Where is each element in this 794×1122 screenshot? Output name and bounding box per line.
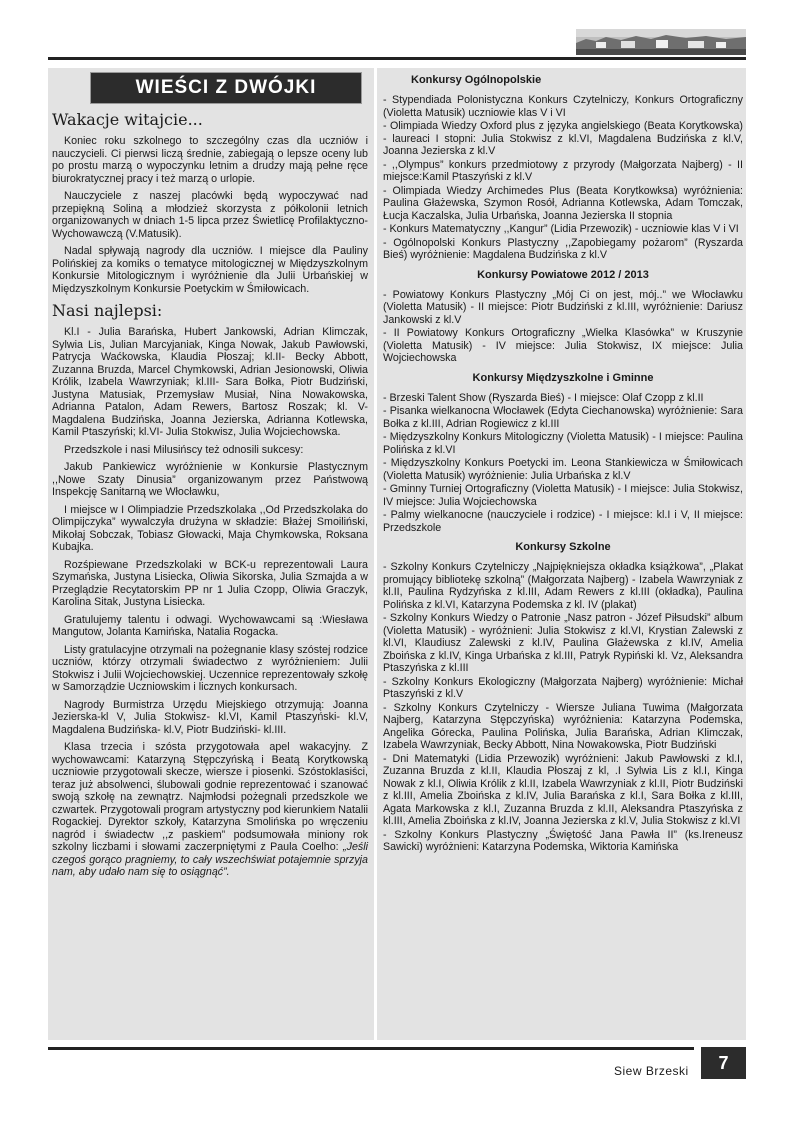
heading-interschool-contests: Konkursy Międzyszkolne i Gminne (472, 371, 654, 384)
paragraph: Jakub Pankiewicz wyróżnienie w Konkursie Plastycznym ,,Nowe Szaty Dinusia” organizowanym przez Państwową Inspekcję Sanitarną we Włocławku, (52, 461, 368, 498)
paragraph: Koniec roku szkolnego to szczególny czas dla uczniów i nauczycieli. Ci pierwsi liczą średnie, zabiegają o lepsze oceny lub po prostu marzą o wypoczynku letnim a drudzy mają pełne ręce biurokratycznej pracy i też marzą o urlopie. (52, 135, 368, 185)
coelho-quote: „Jeśli czegoś gorąco pragniemy, to cały wszechświat potajemnie sprzyja nam, aby udało nam się to osiągnąć”. (52, 841, 368, 878)
paragraph: Kl.I - Julia Barańska, Hubert Jankowski, Adrian Klimczak, Sylwia Lis, Julian Marcyjaniak, Kinga Nowak, Jakub Pawłowski, Patrycja Waćkowska, Klaudia Płoszaj; kl.II- Becky Abbott, Zuzanna Bruzda, Marcel Chymkowski, Adrian Jesionowski, Oliwia Królik, Izabela Wawrzyniak; kl.III- Sara Bołka, Piotr Budziński, Justyna Matusiak, Przemysław Musiał, Nina Nowakowska, Adrianna Patalon, Adam Rewers, Bartosz Roszak; kl. V- Magdalena Budzińska, Joanna Jezierska, Adrianna Kotlewska, Kamil Ptaszyński; kl.VI- Julia Stokwisz, Julia Wojciechowska. (52, 326, 368, 438)
top-rule (48, 57, 746, 60)
interschool-contests-list (383, 392, 743, 535)
paragraph (52, 741, 368, 879)
national-contests-list (383, 94, 743, 262)
list-item: - Palmy wielkanocne (nauczyciele i rodzice) - I miejsce: kl.I i V, II miejsce: Przedszkole (383, 509, 743, 534)
page-number: 7 (701, 1047, 746, 1079)
bottom-rule (48, 1047, 694, 1050)
town-skyline-photo (576, 29, 746, 55)
list-item: - Konkurs Matematyczny ,,Kangur” (Lidia Przewozik) - uczniowie klas V i VI (383, 223, 739, 235)
right-column (377, 68, 746, 1040)
heading-national-contests: Konkursy Ogólnopolskie (411, 74, 542, 86)
heading-county-contests: Konkursy Powiatowe 2012 / 2013 (477, 268, 649, 281)
list-item: - Międzyszkolny Konkurs Poetycki im. Leona Stankiewicza w Śmiłowicach (Violetta Matusik) wyróżnienie: Julia Urbańska z kl.V (383, 457, 743, 482)
paragraph: Listy gratulacyjne otrzymali na pożegnanie klasy szóstej rodzice uczniów, którzy otrzymali świadectwo z wyróżnieniem: Julii Stokwisz i Julii Wojciechowskiej. Uczennice reprezentowały szkołę w Samorządzie Uczniowskim i licznych konkursach. (52, 643, 368, 693)
list-item: - Szkolny Konkurs Wiedzy o Patronie „Nasz patron - Józef Piłsudski” album (Violetta Matusik) - wyróżnieni: Julia Stokwisz z kl.VI, Krystian Zalewski z kl.VI, Klaudiusz Zalewski z kl.IV, Paulina Głażewska z kl.IV, Amelia Zboińska z kl.IV, Kinga Urbańska z kl.III, Patryk Rypiński kl. Vz, Aleksandra Ptaszyńska z kl.III (383, 612, 743, 674)
list-item: - Pisanka wielkanocna Włocławek (Edyta Ciechanowska) wyróżnienie: Sara Bołka z kl.III, Adrian Rogiewicz z kl.III (383, 405, 743, 430)
county-contests-list (383, 289, 743, 365)
paragraph-text: Klasa trzecia i szósta przygotowała apel wakacyjny. Z wychowawcami: Katarzyną Stępczyńską i Beatą Korytkowską uczniowie przygotowali skecze, wiersze i piosenki. Szóstoklasiści, teraz już absolwenci, ślubowali godnie reprezentować i szanować swoją szkołę na zewnątrz. Najmłodsi pożegnali przedszkole we czwartek. Przygotowali program artystyczny pod kierunkiem Natalii Rogackiej. Dyrektor szkoły, Katarzyna Smolińska po wręczeniu nagród i świadectw ,,z paskiem” podsumowała miniony rok szkolny liczbami i słowami zaczerpniętymi z Paula Coelho: (52, 741, 368, 853)
list-item: - Dni Matematyki (Lidia Przewozik) wyróżnieni: Jakub Pawłowski z kl.I, Zuzanna Bruzda z kl.II, Klaudia Płoszaj z kl, .I Sylwia Lis z kl.I, Kinga Nowak z kl.I, Oliwia Królik z kl.II, Izabela Wawrzyniak z kl.II, Piotr Budziński z kl.III, Amelia Zboińska z kl.IV, Julia Barańska z kl.I, Sara Bołka z kl.III, Agata Markowska z kl.I, Zuzanna Bruzda z kl.II, Aleksandra Ptaszyńska z kl.III, Amelia Zboińska z kl.IV, Joanna Jezierska z kl.V, Julia Stokwisz z kl.VI (383, 752, 743, 827)
heading-school-contests: Konkursy Szkolne (515, 541, 611, 553)
paragraph: Przedszkole i nasi Milusińscy też odnosili sukcesy: (64, 443, 304, 456)
list-item: - Powiatowy Konkurs Plastyczny „Mój Ci on jest, mój..” we Włocławku (Violetta Matusik) - II miejsce: Piotr Budziński z kl.III, wyróżnienie: Dariusz Jankowski z kl.V (383, 288, 743, 326)
paragraph: Nauczyciele z naszej placówki będą wypoczywać nad przepiękną Soliną a młodzież skorzysta z półkolonii letnich organizowanych w dniach 1-5 lipca przez Świetlicę Profilaktyczno- Wychowawczą (V.Matusik). (52, 190, 368, 240)
list-item: - Międzyszkolny Konkurs Mitologiczny (Violetta Matusik) - I miejsce: Paulina Polińska z kl.VI (383, 431, 743, 456)
page-title: WIEŚCI Z DWÓJKI (90, 72, 362, 104)
list-item: - Ogólnopolski Konkurs Plastyczny ,,Zapobiegamy pożarom” (Ryszarda Bieś) wyróżnienie: Magdalena Budzińska z kl.V (383, 236, 743, 261)
paragraph: Nadal spływają nagrody dla uczniów. I miejsce dla Pauliny Polińskiej za komiks o tematyce mitologicznej w Międzyszkolnym Konkursie Mitologicznym i wyróżnienie dla Julii Urbańskiej w Międzyszkolnym Konkursie Poetyckim w Śmiłowicach. (52, 245, 368, 295)
paragraph: I miejsce w I Olimpiadzie Przedszkolaka ,,Od Przedszkolaka do Olimpijczyka” wywalczyła drużyna w składzie: Błażej Smoiliński, Mikołaj Sobczak, Tobiasz Głowacki, Maja Chymkowska, Roksana Kubajka. (52, 503, 368, 553)
paragraph: Gratulujemy talentu i odwagi. Wychowawcami są :Wiesława Mangutow, Jolanta Kamińska, Natalia Rogacka. (52, 613, 368, 638)
list-item: - Szkolny Konkurs Czytelniczy - Wiersze Juliana Tuwima (Małgorzata Najberg, Katarzyna Stępczyńska) wyróżnienia: Katarzyna Podemska, Angelika Górecka, Paulina Polińska, Julia Barańska, Adrian Klimczak, Izabela Wawrzyniak, Becky Abbott, Nina Nowakowska, Piotr Budziński (383, 701, 743, 751)
list-item: - Olimpiada Wiedzy Oxford plus z języka angielskiego (Beata Korytkowska) - laureaci I stopni: Julia Stokwisz z kl.VI, Magdalena Budzińska z kl.V, Joanna Jezierska z kl.V (383, 120, 743, 157)
list-item: - Gminny Turniej Ortograficzny (Violetta Matusik) - I miejsce: Julia Stokwisz, IV miejsce: Julia Wojciechowska (383, 483, 743, 508)
list-item: - Stypendiada Polonistyczna Konkurs Czytelniczy, Konkurs Ortograficzny (Violetta Matusik) uczniowie klas V i VI (383, 94, 743, 119)
paragraph: Nagrody Burmistrza Urzędu Miejskiego otrzymują: Joanna Jezierska-kl V, Julia Stokwisz- kl.VI, Kamil Ptaszyński- kl.V, Magdalena Budzińska- kl.V, Piotr Budziński- kl.III. (52, 698, 368, 736)
list-item: - Olimpiada Wiedzy Archimedes Plus (Beata Korytkowksa) wyróżnienia: Paulina Głażewska, Szymon Rosół, Adrianna Kotlewska, Adam Tomczak, Łucja Kaczalska, Julia Urbańska, Joanna Jezierska II stopnia (383, 184, 743, 222)
list-item: - ,,Olympus” konkurs przedmiotowy z przyrody (Małgorzata Najberg) - II miejsce:Kamil Ptaszyński z kl.V (383, 158, 743, 183)
list-item: - II Powiatowy Konkurs Ortograficzny „Wielka Klasówka” w Kruszynie (Violetta Matusik) - IV miejsce: Julia Stokwisz, IX miejsce: Julia Wojciechowska (383, 327, 743, 364)
list-item: - Szkolny Konkurs Czytelniczy „Najpiękniejsza okładka książkowa”, „Plakat promujący bibliotekę szkolną” (Małgorzata Najberg) - Izabela Wawrzyniak z kl.II, Paulina Rydzyńska z kl.III, Adam Rewers z kl.III (okładka), Paulina Polińska z kl.VI, Katarzyna Podemska z kl. IV (plakat) (383, 561, 743, 611)
school-contests-list (383, 561, 743, 854)
left-column (48, 68, 374, 1040)
paragraph: Rozśpiewane Przedszkolaki w BCK-u reprezentowali Laura Szymańska, Justyna Lisiecka, Oliwia Sikorska, Julia Szmajda a w Przeglądzie Recytatorskim PP nr 1 Julia Czopp, Oliwia Graczyk, Karolina Sitak, Justyna Lisiecka. (52, 558, 368, 608)
publication-name: Siew Brzeski (614, 1064, 689, 1078)
section-heading-vacation: Wakacje witajcie... (52, 110, 203, 129)
section-heading-best: Nasi najlepsi: (52, 301, 163, 320)
list-item: - Szkolny Konkurs Plastyczny „Świętość Jana Pawła II” (ks.Ireneusz Sawicki) wyróżnieni: Katarzyna Podemska, Wiktoria Kamińska (383, 828, 743, 853)
list-item: - Szkolny Konkurs Ekologiczny (Małgorzata Najberg) wyróżnienie: Michał Ptaszyński z kl.V (383, 675, 743, 700)
list-item: - Brzeski Talent Show (Ryszarda Bieś) - I miejsce: Olaf Czopp z kl.II (383, 391, 704, 404)
